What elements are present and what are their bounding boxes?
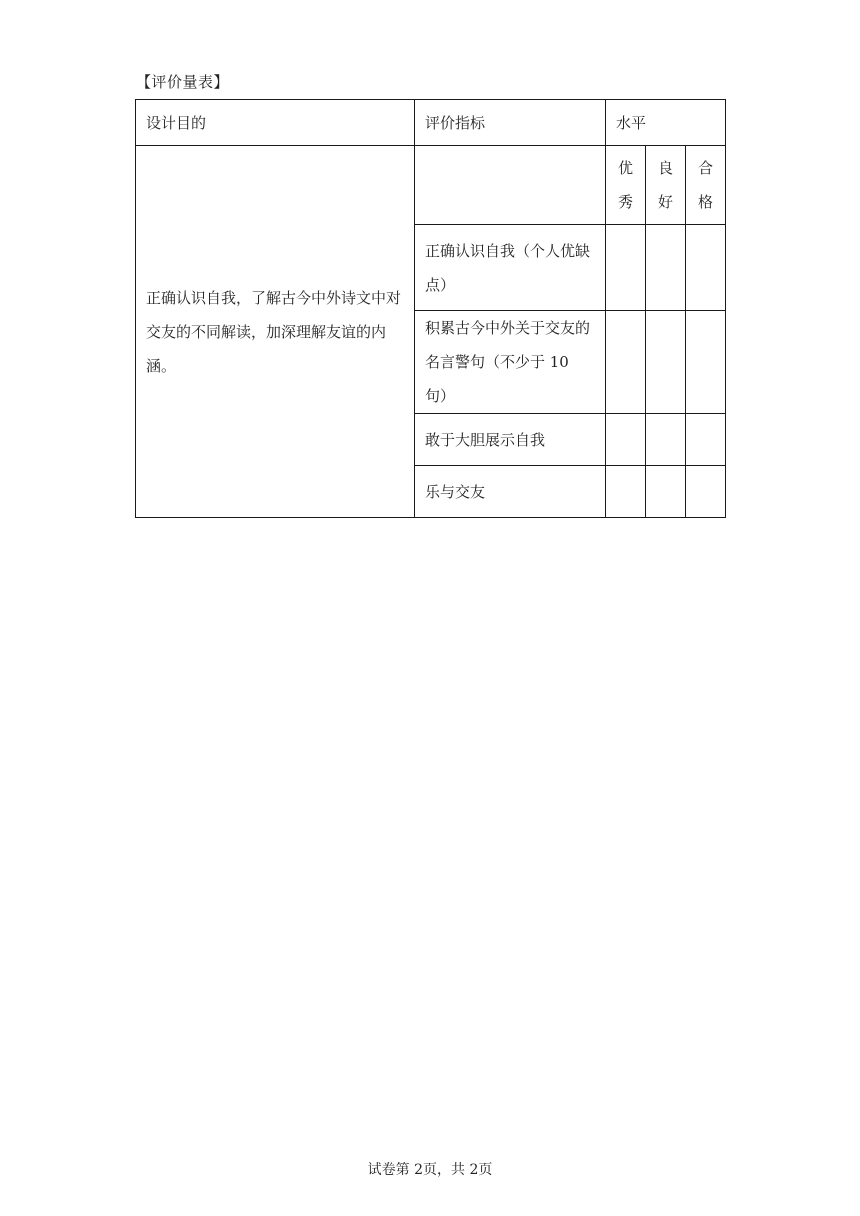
level-good: 良好	[646, 146, 686, 225]
score-cell-good[interactable]	[646, 466, 686, 518]
score-cell-excellent[interactable]	[606, 414, 646, 466]
header-indicator: 评价指标	[415, 100, 606, 146]
header-row	[136, 100, 726, 146]
indicator-cell: 敢于大胆展示自我	[415, 414, 606, 466]
indicator-cell: 积累古今中外关于交友的名言警句（不少于 10 句）	[415, 311, 606, 414]
score-cell-pass[interactable]	[686, 225, 726, 311]
score-cell-good[interactable]	[646, 414, 686, 466]
score-cell-good[interactable]	[646, 225, 686, 311]
level-excellent: 优秀	[606, 146, 646, 225]
score-cell-excellent[interactable]	[606, 466, 646, 518]
score-cell-good[interactable]	[646, 311, 686, 414]
header-purpose: 设计目的	[136, 100, 415, 146]
indicator-subheader-blank	[415, 146, 606, 225]
score-cell-excellent[interactable]	[606, 311, 646, 414]
indicator-cell: 乐与交友	[415, 466, 606, 518]
section-title: 【评价量表】	[136, 73, 230, 91]
level-subheader-row	[136, 146, 726, 225]
header-level: 水平	[606, 100, 726, 146]
page-footer: 试卷第 2页，共 2页	[367, 1162, 493, 1178]
score-cell-pass[interactable]	[686, 311, 726, 414]
level-pass: 合格	[686, 146, 726, 225]
score-cell-pass[interactable]	[686, 466, 726, 518]
score-cell-excellent[interactable]	[606, 225, 646, 311]
indicator-cell: 正确认识自我（个人优缺点）	[415, 225, 606, 311]
purpose-cell: 正确认识自我，了解古今中外诗文中对交友的不同解读，加深理解友谊的内涵。	[136, 146, 415, 518]
evaluation-table	[135, 99, 726, 518]
score-cell-pass[interactable]	[686, 414, 726, 466]
